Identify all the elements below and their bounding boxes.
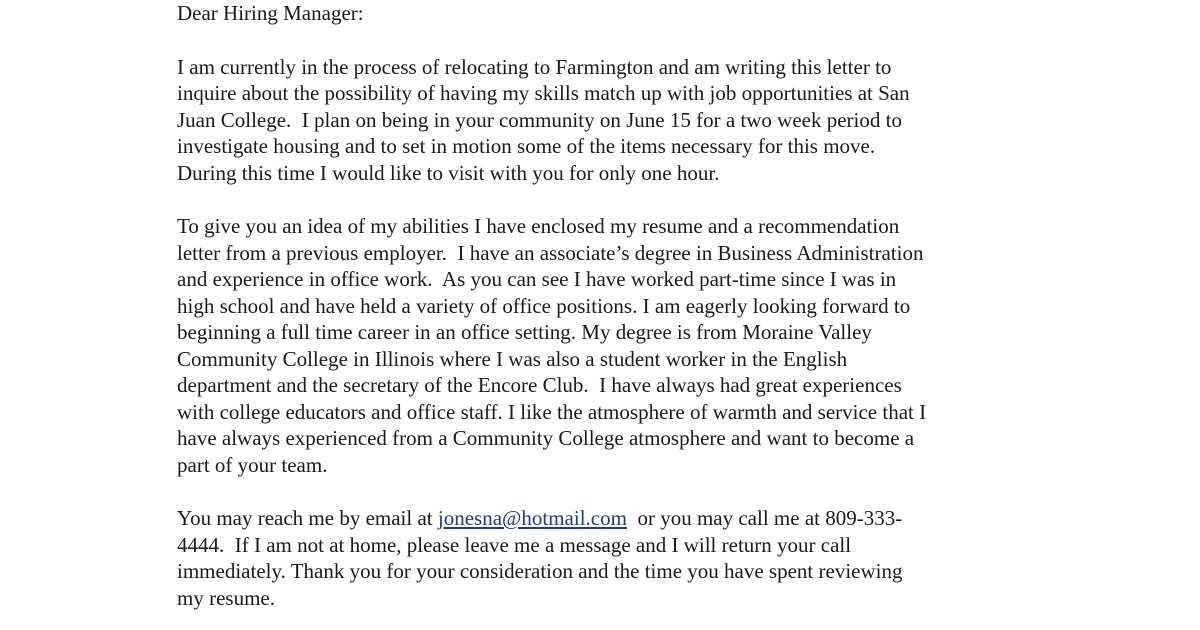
paragraph-line: and experience in office work. As you can see I have worked part-time since I was in <box>177 267 897 291</box>
paragraph-gap <box>177 186 1177 213</box>
paragraph-line: my resume. <box>177 585 275 610</box>
email-link[interactable]: jonesna@hotmail.com <box>437 506 627 530</box>
greeting: Dear Hiring Manager: <box>177 1 364 25</box>
contact-text: or you may call me at 809-333- <box>626 506 903 530</box>
contact-text: You may reach me by email at <box>177 506 438 530</box>
paragraph-gap <box>177 478 1177 505</box>
paragraph-contact <box>177 505 1177 611</box>
paragraph-line: To give you an idea of my abilities I have enclosed my resume and a recommendation <box>177 214 900 238</box>
paragraph-line: letter from a previous employer. I have an associate’s degree in Business Administration <box>177 240 924 265</box>
paragraph-relocation <box>177 54 1177 187</box>
paragraph-line: I am currently in the process of relocating to Farmington and am writing this letter to <box>177 54 892 79</box>
paragraph-gap <box>177 27 1177 54</box>
paragraph-line: high school and have held a variety of office positions. I am eagerly looking forward to <box>177 293 911 318</box>
paragraph-abilities <box>177 213 1177 478</box>
paragraph-line: immediately. Thank you for your consideration and the time you have spent reviewing <box>177 559 903 583</box>
contact-line <box>177 505 1177 532</box>
paragraph-line: Community College in Illinois where I was also a student worker in the English <box>177 346 848 371</box>
paragraph-line: beginning a full time career in an office setting. My degree is from Moraine Valley <box>177 320 872 344</box>
paragraph-line: Juan College. I plan on being in your community on June 15 for a two week period to <box>177 107 902 132</box>
paragraph-line: with college educators and office staff. I like the atmosphere of warmth and service that I <box>177 399 927 424</box>
paragraph-line: investigate housing and to set in motion some of the items necessary for this move. <box>177 134 876 158</box>
paragraph-line: part of your team. <box>177 452 328 477</box>
paragraph-line: During this time I would like to visit with you for only one hour. <box>177 160 720 185</box>
paragraph-line: inquire about the possibility of having my skills match up with job opportunities at San <box>177 81 910 105</box>
paragraph-line: 4444. If I am not at home, please leave me a message and I will return your call <box>177 532 852 557</box>
paragraph-line: have always experienced from a Community College atmosphere and want to become a <box>177 426 915 450</box>
paragraph-line: department and the secretary of the Encore Club. I have always had great experiences <box>177 373 902 397</box>
cover-letter <box>177 0 1177 611</box>
